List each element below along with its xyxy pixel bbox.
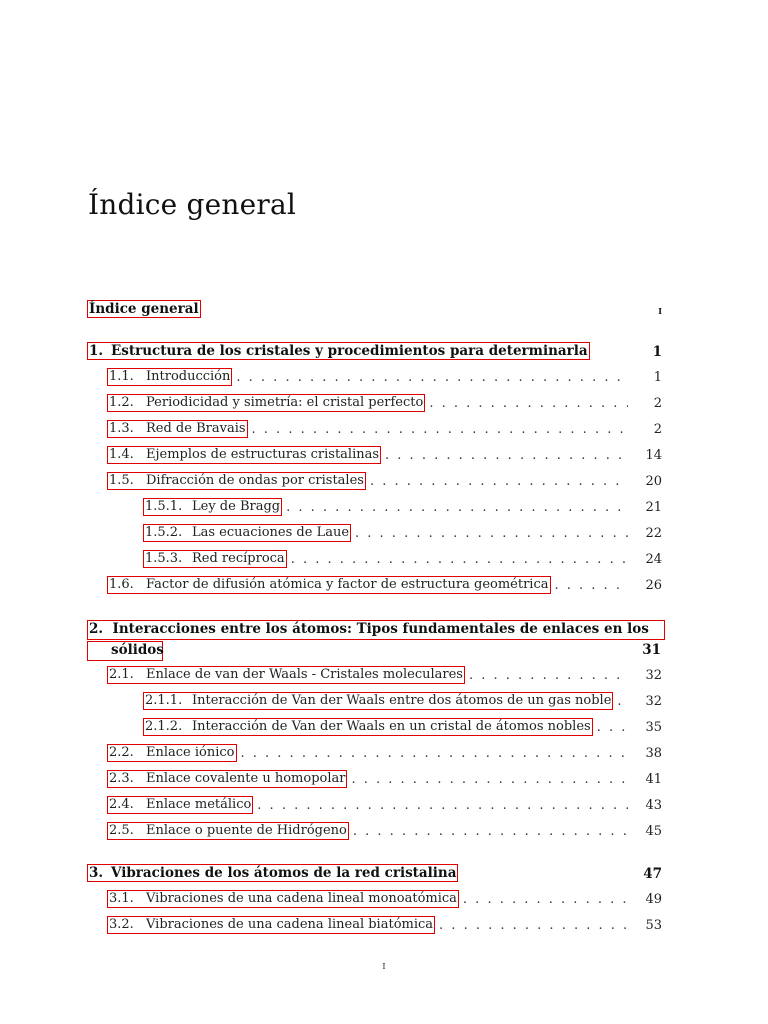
toc-label: Red de Bravais: [146, 421, 246, 436]
toc-label: Difracción de ondas por cristales: [146, 473, 364, 488]
toc-page-number: 14: [645, 448, 662, 463]
toc-link-indice-general[interactable]: [87, 300, 201, 318]
toc-page-number: 35: [645, 720, 662, 735]
dot-leader: [252, 422, 628, 438]
toc-entry-section: [0, 768, 768, 788]
toc-link-section-2-2[interactable]: [107, 744, 237, 762]
toc-label: Estructura de los cristales y procedimientos para determinarla: [111, 343, 588, 359]
toc-entry-subsection: [0, 690, 768, 710]
toc-number: 1.5.2.: [145, 525, 183, 540]
toc-number: 1.1.: [109, 369, 134, 384]
dot-leader: [597, 720, 628, 736]
toc-label: Las ecuaciones de Laue: [192, 525, 350, 540]
toc-page-number: 53: [645, 918, 662, 933]
toc-link-section-1-3[interactable]: [107, 420, 248, 438]
toc-entry-section: [0, 820, 768, 840]
toc-link-section-1-4[interactable]: [107, 446, 381, 464]
toc-link-chapter-3[interactable]: [87, 864, 458, 882]
dot-leader: [429, 396, 628, 412]
toc-label: Introducción: [146, 369, 231, 384]
toc-number: 1.4.: [109, 447, 134, 462]
toc-entry-section: [0, 664, 768, 684]
dot-leader: [236, 370, 628, 386]
toc-page-number: 20: [645, 474, 662, 489]
dot-leader: [463, 892, 628, 908]
toc-label: Enlace metálico: [146, 797, 252, 812]
toc-link-section-1-6[interactable]: [107, 576, 551, 594]
toc-entry-subsection: [0, 522, 768, 542]
toc-number: 1.3.: [109, 421, 134, 436]
toc-entry-indice-general: [0, 298, 768, 318]
toc-label-line1: [89, 621, 649, 637]
toc-number: 1.: [89, 343, 104, 359]
toc-page-number: 26: [645, 578, 662, 593]
toc-entry-section: [0, 794, 768, 814]
toc-link-section-1-5[interactable]: [107, 472, 366, 490]
toc-number: 2.1.: [109, 667, 134, 682]
toc-label: Vibraciones de una cadena lineal biatómica: [146, 917, 434, 932]
toc-number: 1.5.1.: [145, 499, 183, 514]
toc-label: Interacciones entre los átomos: Tipos fundamentales de enlaces en los: [112, 621, 649, 637]
toc-entry-section: [0, 574, 768, 594]
toc-label: Ley de Bragg: [192, 499, 281, 514]
toc-label: Factor de difusión atómica y factor de estructura geométrica: [146, 577, 549, 592]
dot-leader: [385, 448, 628, 464]
toc-label: Vibraciones de una cadena lineal monoatómica: [146, 891, 457, 906]
toc-entry-subsection: [0, 716, 768, 736]
toc-label: Interacción de Van der Waals entre dos átomos de un gas noble: [192, 693, 612, 708]
toc-entry-section: [0, 470, 768, 490]
toc-number: 2.1.1.: [145, 693, 183, 708]
toc-page-number: 43: [645, 798, 662, 813]
toc-label: Interacción de Van der Waals en un cristal de átomos nobles: [192, 719, 591, 734]
dot-leader: [617, 694, 628, 710]
page-title: Índice general: [88, 188, 297, 221]
toc-page-number: 1: [653, 370, 662, 385]
toc-entry-chapter-2: [87, 620, 663, 662]
toc-link-section-2-5[interactable]: [107, 822, 349, 840]
toc-page-number: 24: [645, 552, 662, 567]
toc-page-number: 45: [645, 824, 662, 839]
toc-label: Periodicidad y simetría: el cristal perfecto: [146, 395, 424, 410]
toc-entry-chapter-3: [0, 862, 768, 882]
toc-link-subsection-1-5-2[interactable]: [143, 524, 351, 542]
toc-label: Enlace de van der Waals - Cristales moleculares: [146, 667, 463, 682]
toc-link-section-2-1[interactable]: [107, 666, 465, 684]
toc-link-section-2-3[interactable]: [107, 770, 347, 788]
toc-label: Vibraciones de los átomos de la red cristalina: [111, 865, 457, 881]
toc-entry-section: [0, 366, 768, 386]
toc-number: 2.4.: [109, 797, 134, 812]
toc-page-number: 22: [645, 526, 662, 541]
toc-label: Ejemplos de estructuras cristalinas: [146, 447, 380, 462]
dot-leader: [370, 474, 628, 490]
toc-entry-section: [0, 742, 768, 762]
toc-number: 3.: [89, 865, 104, 881]
toc-entry-chapter-1: [0, 340, 768, 360]
dot-leader: [351, 772, 628, 788]
toc-entry-section: [0, 914, 768, 934]
toc-page-number: 32: [645, 668, 662, 683]
toc-page-number: 2: [653, 422, 662, 437]
toc-link-subsection-1-5-3[interactable]: [143, 550, 287, 568]
toc-number: 1.6.: [109, 577, 134, 592]
toc-number: 2.2.: [109, 745, 134, 760]
toc-number: 3.2.: [109, 917, 134, 932]
dot-leader: [353, 824, 628, 840]
toc-entry-section: [0, 392, 768, 412]
dot-leader: [355, 526, 628, 542]
toc-number: 1.5.: [109, 473, 134, 488]
toc-entry-section: [0, 444, 768, 464]
toc-link-section-2-4[interactable]: [107, 796, 253, 814]
toc-link-section-1-2[interactable]: [107, 394, 425, 412]
toc-label: Red recíproca: [192, 551, 285, 566]
toc-number: 2.3.: [109, 771, 134, 786]
toc-link-subsection-2-1-2[interactable]: [143, 718, 593, 736]
toc-page-number: 1: [652, 344, 662, 360]
toc-label-line2: sólidos: [111, 642, 164, 658]
toc-label: Enlace o puente de Hidrógeno: [146, 823, 347, 838]
toc-number: 2.5.: [109, 823, 134, 838]
dot-leader: [469, 668, 628, 684]
dot-leader: [257, 798, 628, 814]
toc-page-number: 49: [645, 892, 662, 907]
toc-number: 2.1.2.: [145, 719, 183, 734]
toc-label: Enlace covalente u homopolar: [146, 771, 346, 786]
toc-page-number: i: [658, 303, 662, 317]
toc-page-number: 2: [653, 396, 662, 411]
toc-number: 2.: [89, 621, 104, 637]
toc-number: 1.5.3.: [145, 551, 183, 566]
page-footer-number: i: [382, 958, 386, 972]
toc-page-number: 38: [645, 746, 662, 761]
dot-leader: [241, 746, 629, 762]
toc-page-number: 47: [643, 866, 662, 882]
toc-link-subsection-2-1-1[interactable]: [143, 692, 613, 710]
toc-entry-subsection: [0, 548, 768, 568]
toc-page-number: 31: [642, 642, 661, 658]
toc-label: Enlace iónico: [146, 745, 235, 760]
toc-page-number: 32: [645, 694, 662, 709]
toc-number: 1.2.: [109, 395, 134, 410]
dot-leader: [291, 552, 628, 568]
toc-page-number: 21: [645, 500, 662, 515]
toc-number: 3.1.: [109, 891, 134, 906]
toc-entry-section: [0, 888, 768, 908]
toc-link-section-3-2[interactable]: [107, 916, 435, 934]
toc-label: Índice general: [89, 301, 199, 317]
toc-link-chapter-1[interactable]: [87, 342, 590, 360]
toc-link-section-1-1[interactable]: [107, 368, 232, 386]
dot-leader: [555, 578, 629, 594]
toc-entry-section: [0, 418, 768, 438]
toc-link-section-3-1[interactable]: [107, 890, 459, 908]
toc-page-number: 41: [645, 772, 662, 787]
dot-leader: [439, 918, 628, 934]
toc-link-subsection-1-5-1[interactable]: [143, 498, 282, 516]
toc-entry-subsection: [0, 496, 768, 516]
dot-leader: [286, 500, 628, 516]
